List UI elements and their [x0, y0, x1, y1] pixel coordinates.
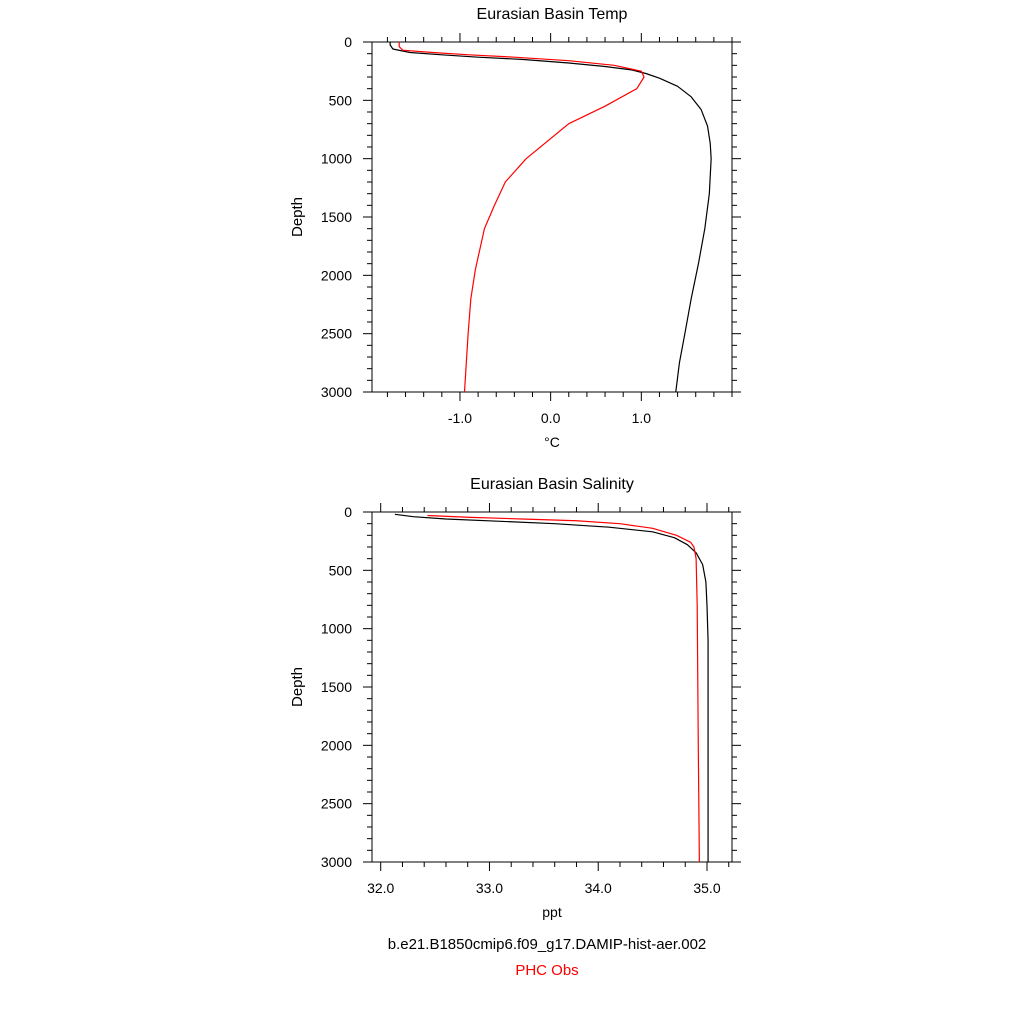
temp-xtick-label: -1.0: [447, 410, 473, 426]
temp-ytick-label: 3000: [320, 384, 352, 400]
temp-ytick-label: 500: [328, 92, 352, 109]
temp-series-line-obs: [399, 42, 644, 392]
salinity-ytick-label: 3000: [320, 854, 352, 870]
salinity-ytick-label: 1000: [320, 620, 352, 637]
salinity-ytick-label: 1500: [320, 679, 352, 695]
temp-ytick-label: 1000: [320, 150, 352, 167]
salinity-plot-frame: [372, 512, 732, 862]
temp-xtick-label: 0.0: [540, 410, 561, 426]
temp-chart-title: Eurasian Basin Temp: [476, 6, 628, 23]
legend-obs-label: PHC Obs: [515, 962, 579, 979]
salinity-ytick-label: 500: [328, 562, 352, 579]
salinity-panel: [289, 476, 741, 920]
temp-ytick-label: 1500: [320, 209, 352, 225]
temp-ytick-label: 0: [344, 34, 352, 50]
temp-series-line-model: [390, 42, 711, 392]
salinity-x-axis-label: ppt: [542, 904, 562, 920]
salinity-xtick-label: 34.0: [584, 880, 612, 896]
temperature-panel: [289, 6, 741, 450]
legend-model-label: b.e21.B1850cmip6.f09_g17.DAMIP-hist-aer.002: [387, 936, 707, 953]
salinity-series-line-obs: [427, 516, 699, 863]
temp-x-axis-label: °C: [544, 434, 560, 450]
salinity-xtick-label: 33.0: [475, 880, 504, 896]
salinity-ytick-label: 2500: [320, 795, 352, 812]
temp-ytick-label: 2500: [320, 325, 352, 342]
temp-y-axis-label: Depth: [289, 196, 306, 238]
salinity-xtick-label: 32.0: [367, 880, 395, 896]
salinity-y-axis-label: Depth: [289, 666, 306, 708]
salinity-ytick-label: 0: [344, 504, 352, 520]
salinity-xtick-label: 35.0: [693, 880, 721, 896]
temp-plot-frame: [372, 42, 732, 392]
salinity-ytick-label: 2000: [320, 737, 352, 754]
salinity-chart-title: Eurasian Basin Salinity: [470, 476, 634, 493]
salinity-series-line-model: [395, 514, 708, 862]
temp-xtick-label: 1.0: [631, 410, 652, 426]
temp-ytick-label: 2000: [320, 267, 352, 284]
